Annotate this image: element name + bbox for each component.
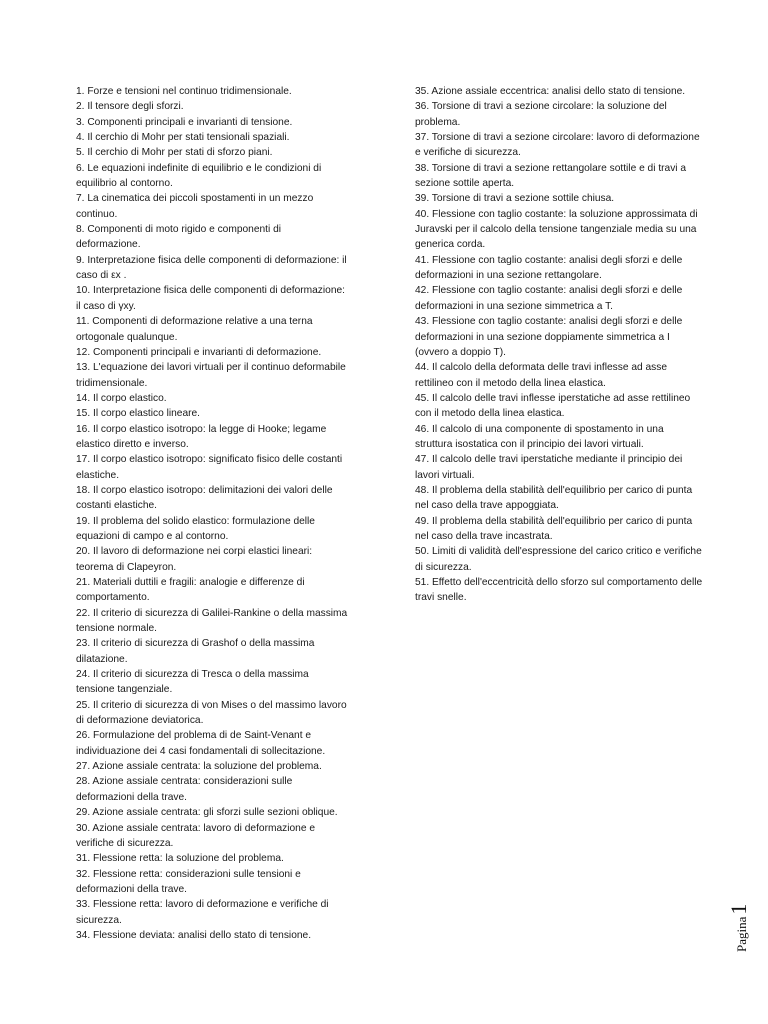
page-label: Pagina bbox=[734, 916, 749, 952]
list-item: 24. Il criterio di sicurezza di Tresca o della massima tensione tangenziale. bbox=[76, 669, 309, 696]
list-item: 40. Flessione con taglio costante: la soluzione approssimata di Juravski per il calcolo della tensione tangenziale media su una generica corda. bbox=[415, 208, 698, 251]
list-item: 7. La cinematica dei piccoli spostamenti in un mezzo continuo. bbox=[76, 193, 314, 220]
list-item: 23. Il criterio di sicurezza di Grashof o della massima dilatazione. bbox=[76, 638, 315, 665]
list-item: 8. Componenti di moto rigido e componenti di deformazione. bbox=[76, 224, 281, 251]
list-item: 10. Interpretazione fisica delle componenti di deformazione: il caso di γxy. bbox=[76, 285, 345, 312]
list-item: 2. Il tensore degli sforzi. bbox=[76, 101, 184, 113]
list-item: 42. Flessione con taglio costante: analisi degli sforzi e delle deformazioni in una sezione simmetrica a T. bbox=[415, 285, 683, 312]
page-number bbox=[726, 904, 752, 952]
list-item: 43. Flessione con taglio costante: analisi degli sforzi e delle deformazioni in una sezione doppiamente simmetrica a I (ovvero a doppio T). bbox=[415, 316, 683, 358]
list-item: 29. Azione assiale centrata: gli sforzi sulle sezioni oblique. 30. Azione assiale centrata: lavoro di deformazione e verifiche di sicurezza. bbox=[76, 807, 338, 849]
list-item: 13. L'equazione dei lavori virtuali per il continuo deformabile tridimensionale. bbox=[76, 362, 346, 389]
list-item: 12. Componenti principali e invarianti di deformazione. bbox=[76, 346, 322, 358]
list-item: 38. Torsione di travi a sezione rettangolare sottile e di travi a sezione sottile aperta. bbox=[415, 162, 687, 190]
list-item: 47. Il calcolo delle travi iperstatiche mediante il principio dei lavori virtuali. bbox=[415, 454, 683, 481]
list-item: 4. Il cerchio di Mohr per stati tensionali spaziali. bbox=[76, 132, 290, 144]
list-item: 17. Il corpo elastico isotropo: significato fisico delle costanti elastiche. bbox=[76, 454, 343, 481]
list-item: 15. Il corpo elastico lineare. bbox=[76, 408, 201, 420]
list-item: 22. Il criterio di sicurezza di Galilei-Rankine o della massima tensione normale. bbox=[76, 607, 348, 635]
list-item: 44. Il calcolo della deformata delle travi inflesse ad asse rettilineo con il metodo della linea elastica. bbox=[415, 362, 667, 389]
list-item: 11. Componenti di deformazione relative a una terna ortogonale qualunque. bbox=[76, 316, 313, 343]
list-item: 49. Il problema della stabilità dell'equilibrio per carico di punta nel caso della trave incastrata. bbox=[415, 515, 693, 542]
list-item: 1. Forze e tensioni nel continuo tridimensionale. bbox=[76, 86, 292, 97]
list-item: 34. Flessione deviata: analisi dello stato di tensione. bbox=[76, 929, 312, 941]
list-item: 27. Azione assiale centrata: la soluzione del problema. bbox=[76, 761, 322, 773]
list-item: 35. Azione assiale eccentrica: analisi dello stato di tensione. bbox=[415, 86, 686, 97]
list-item: 19. Il problema del solido elastico: formulazione delle equazioni di campo e al contorno. bbox=[76, 515, 315, 542]
list-item: 48. Il problema della stabilità dell'equilibrio per carico di punta nel caso della trave appoggiata. bbox=[415, 484, 693, 512]
right-column bbox=[415, 84, 703, 606]
list-item: 46. Il calcolo di una componente di spostamento in una struttura isostatica con il principio dei lavori virtuali. bbox=[415, 423, 664, 450]
list-item: 25. Il criterio di sicurezza di von Mises o del massimo lavoro di deformazione deviatorica. bbox=[76, 699, 347, 727]
list-item: 14. Il corpo elastico. bbox=[76, 392, 167, 404]
list-item: 5. Il cerchio di Mohr per stati di sforzo piani. bbox=[76, 147, 273, 159]
list-item: 31. Flessione retta: la soluzione del problema. bbox=[76, 853, 284, 865]
list-item: 18. Il corpo elastico isotropo: delimitazioni dei valori delle costanti elastiche. bbox=[76, 484, 333, 512]
list-item: 26. Formulazione del problema di de Saint-Venant e individuazione dei 4 casi fondamentali di sollecitazione. bbox=[76, 730, 326, 757]
list-item: 33. Flessione retta: lavoro di deformazione e verifiche di sicurezza. bbox=[76, 899, 329, 926]
list-item: 50. Limiti di validità dell'espressione del carico critico e verifiche di sicurezza. bbox=[415, 546, 702, 573]
list-item: 16. Il corpo elastico isotropo: la legge di Hooke; legame elastico diretto e inverso. bbox=[76, 423, 327, 450]
list-item: 21. Materiali duttili e fragili: analogie e differenze di comportamento. bbox=[76, 577, 305, 604]
list-item: 45. Il calcolo delle travi inflesse iperstatiche ad asse rettilineo con il metodo della linea elastica. bbox=[415, 392, 691, 420]
list-item: 37. Torsione di travi a sezione circolare: lavoro di deformazione e verifiche di sicurezza. bbox=[415, 132, 700, 159]
page-number-value: 1 bbox=[726, 903, 751, 915]
list-item: 9. Interpretazione fisica delle componenti di deformazione: il caso di εx . bbox=[76, 254, 347, 282]
list-item: 3. Componenti principali e invarianti di tensione. bbox=[76, 116, 293, 128]
list-item: 6. Le equazioni indefinite di equilibrio e le condizioni di equilibrio al contorno. bbox=[76, 162, 322, 190]
list-item: 41. Flessione con taglio costante: analisi degli sforzi e delle deformazioni in una sezione rettangolare. bbox=[415, 254, 683, 282]
list-item: 36. Torsione di travi a sezione circolare: la soluzione del problema. bbox=[415, 101, 667, 128]
list-item: 51. Effetto dell'eccentricità dello sforzo sul comportamento delle travi snelle. bbox=[415, 577, 703, 604]
left-column bbox=[76, 84, 348, 943]
page-footer bbox=[722, 900, 751, 960]
list-item: 39. Torsione di travi a sezione sottile chiusa. bbox=[415, 193, 615, 205]
list-item: 20. Il lavoro di deformazione nei corpi elastici lineari: teorema di Clapeyron. bbox=[76, 546, 313, 573]
list-item: 32. Flessione retta: considerazioni sulle tensioni e deformazioni della trave. bbox=[76, 868, 301, 895]
list-item: 28. Azione assiale centrata: considerazioni sulle deformazioni della trave. bbox=[76, 776, 293, 803]
